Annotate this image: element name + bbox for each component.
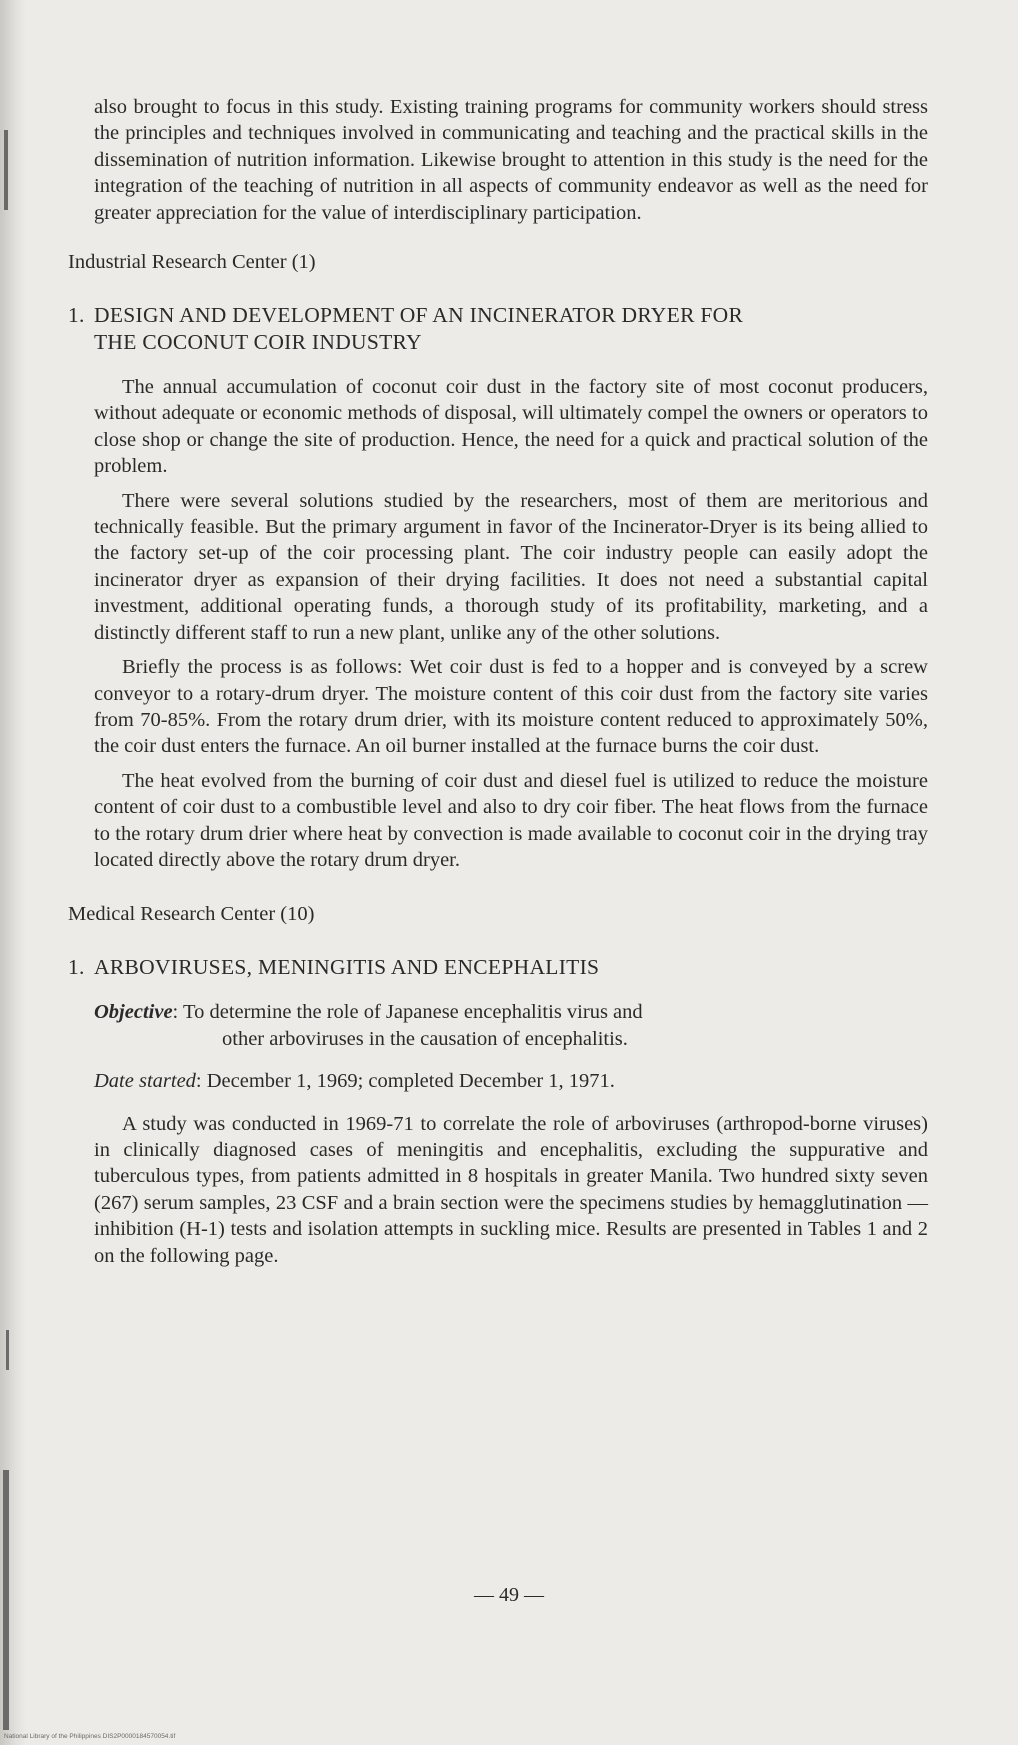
objective-label: Objective xyxy=(94,1001,173,1024)
heading-line-1: DESIGN AND DEVELOPMENT OF AN INCINERATOR DRYER FOR xyxy=(94,303,744,328)
heading-line-2: THE COCONUT COIR INDUSTRY xyxy=(94,330,422,355)
date-block: Date started: December 1, 1969; completed December 1, 1971. xyxy=(94,1070,615,1093)
objective-line-1: To determine the role of Japanese encephalitis virus and xyxy=(183,1001,643,1024)
date-label: Date started xyxy=(94,1070,196,1093)
page-number: — 49 — xyxy=(474,1584,544,1606)
spine-mark xyxy=(4,130,8,210)
objective-block: Objective: To determine the role of Japanese encephalitis virus and other arboviruses in the causation of encephalitis. xyxy=(68,999,928,1052)
scan-footer: National Library of the Philippines DIS2P0000184570054.tif xyxy=(4,1733,176,1740)
paragraph: The heat evolved from the burning of coir dust and diesel fuel is utilized to reduce the moisture content of coir dust to a combustible level and also to dry coir fiber. The heat flows from the furnace to the rotary drum drier where heat by convection is made available to coconut coir in the drying tray located directly above the rotary drum dryer. xyxy=(94,769,928,871)
heading-number: 1. xyxy=(68,955,85,980)
page-content xyxy=(68,92,928,1269)
paragraph: Briefly the process is as follows: Wet coir dust is fed to a hopper and is conveyed by a screw conveyor to a rotary-drum dryer. The moisture content of this coir dust from the factory site varies from 70-85%. From the rotary drum drier, with its moisture content reduced to approximately 50%, the coir dust enters the furnace. An oil burner installed at the furnace burns the coir dust. xyxy=(94,656,928,758)
paragraph: There were several solutions studied by the researchers, most of them are meritorious and technically feasible. But the primary argument in favor of the Incinerator-Dryer is its being allied to the factory set-up of the coir processing plant. The coir industry people can easily adopt the incinerator dryer as expansion of their drying facilities. It does not need a substantial capital investment, additional operating funds, a thorough study of its profitability, marketing, and a distinctly different staff to run a new plant, unlike any of the other solutions. xyxy=(94,489,928,644)
heading-incinerator-dryer xyxy=(68,302,928,356)
paragraph: A study was conducted in 1969-71 to correlate the role of arboviruses (arthropod-borne viruses) in clinically diagnosed cases of meningitis and encephalitis, excluding the suppurative and tuberculous types, from patients admitted in 8 hospitals in greater Manila. Two hundred sixty seven (267) serum samples, 23 CSF and a brain section were the specimens studies by hemagglutination — inhibition (H-1) tests and isolation attempts in suckling mice. Results are presented in Tables 1 and 2 on the following page. xyxy=(94,1112,928,1267)
spine-mark xyxy=(6,1330,9,1370)
paragraph: The annual accumulation of coconut coir dust in the factory site of most coconut producers, without adequate or economic methods of disposal, will ultimately compel the owners or operators to close shop or change the site of production. Hence, the need for a quick and practical solution of the problem. xyxy=(94,376,928,478)
section-label-industrial: Industrial Research Center (1) xyxy=(68,251,316,274)
heading-arboviruses xyxy=(68,954,928,981)
objective-line-2: other arboviruses in the causation of encephalitis. xyxy=(222,1027,628,1050)
book-spine-shadow xyxy=(0,0,26,1745)
date-text: December 1, 1969; completed December 1, 1971. xyxy=(206,1070,615,1093)
heading-line-1: ARBOVIRUSES, MENINGITIS AND ENCEPHALITIS xyxy=(94,955,600,980)
section-label-medical: Medical Research Center (10) xyxy=(68,903,315,926)
heading-number: 1. xyxy=(68,303,85,328)
intro-paragraph: also brought to focus in this study. Existing training programs for community workers should stress the principles and techniques involved in communicating and teaching and the practical skills in the dissemination of nutrition information. Likewise brought to attention in this study is the need for the integration of the teaching of nutrition in all aspects of community endeavor as well as the need for greater appreciation for the value of interdisciplinary participation. xyxy=(94,96,928,224)
